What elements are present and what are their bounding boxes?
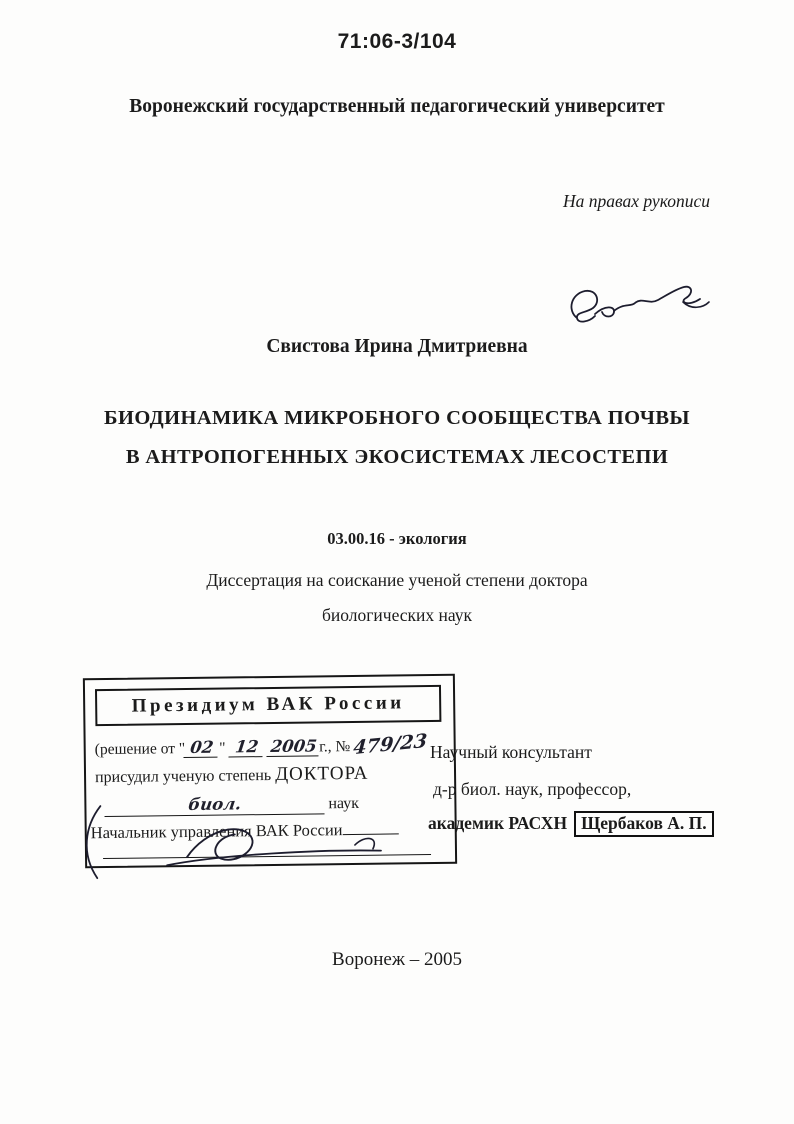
stamp-header: Президиум ВАК России [95,685,441,726]
manuscript-note: На правах рукописи [563,191,710,211]
official-signature-icon [70,788,431,892]
decision-day: 02 [184,738,221,758]
decision-month: 12 [228,737,265,757]
field-nauk: наук [328,794,360,813]
author-signature [563,278,713,338]
field-handwritten: биол. [186,794,242,815]
decision-year: 2005 [266,736,320,757]
consultant-degree: д-р биол. наук, профессор, [433,779,632,799]
city-year: Воронеж – 2005 [332,949,462,970]
title-line-1: БИОДИНАМИКА МИКРОБНОГО СООБЩЕСТВА ПОЧВЫ [104,407,690,429]
university-name: Воронежский государственный педагогический университет [129,96,665,117]
author-name: Свистова Ирина Дмитриевна [266,336,528,357]
award-text: присудил ученую степень [94,766,272,787]
decision-quote: " [219,739,226,757]
decision-suffix: г., № [319,738,351,756]
title-line-2: В АНТРОПОГЕННЫХ ЭКОСИСТЕМАХ ЛЕСОСТЕПИ [125,446,669,468]
decision-number: 479/23 [352,729,429,760]
catalog-number: 71:06-3/104 [337,30,457,53]
consultant-label: Научный консультант [430,742,592,762]
award-degree: ДОКТОРА [274,762,369,785]
consultant-rank: академик РАСХН [428,813,568,833]
dissertation-line-1: Диссертация на соискание ученой степени доктора [206,570,588,590]
consultant-line [428,811,714,837]
dissertation-line-2: биологических наук [321,605,473,625]
author-signature-icon [563,278,713,338]
consultant-name: Щербаков А. П. [574,811,714,837]
vak-stamp [83,674,457,869]
decision-prefix: (решение от " [94,740,186,759]
official-title: Начальник управления ВАК России [90,820,343,843]
stamp-award-line [95,763,369,788]
stamp-decision-line [94,729,429,760]
specialty-code: 03.00.16 - экология [327,529,467,548]
